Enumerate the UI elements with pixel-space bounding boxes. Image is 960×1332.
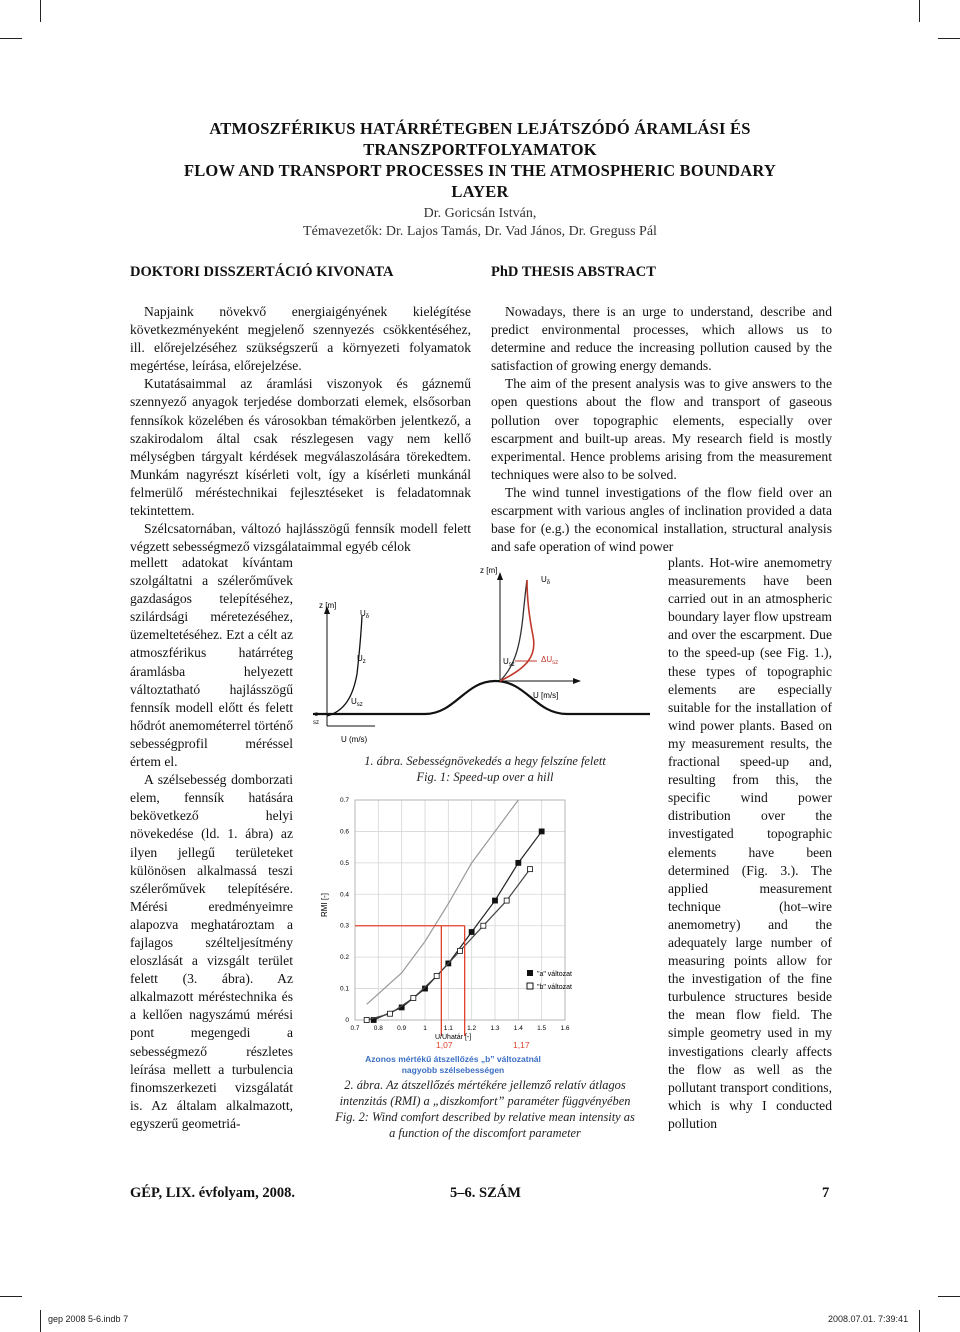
paragraph: plants. Hot-wire anemometry measurements have been carried out in an atmospheric boundary layer flow upstream and over the escarpment. Due to the speed-up (see Fig. 1.), these types of topographic elements are especially suitable for the installation of wind power plants. Based on my measurement results, the fractional speed-up and, resulting from this, the specific wind power distribution over the investigated topographic elements have been determined (Fig. 3.). The applied measurement technique (hot–wire anemometry) and the adequately large number of measuring points allow for the investigation of the fine turbulence structures beside the mean flow field. The simple geometry used in my investigations clearly affects the flow as well as the pollutant transport conditions, which is why I conducted pollution — [668, 555, 832, 1131]
legend-b: "b" változat — [537, 984, 572, 991]
figure-2-rmi-chart — [315, 790, 595, 1075]
delta-u-label: $\Delta U_{sz}$ — [541, 655, 559, 666]
left-u-axis-label: U (m/s) — [341, 735, 368, 744]
author-block — [130, 205, 830, 241]
footer-journal: GÉP, LIX. évfolyam, 2008. — [130, 1185, 296, 1201]
axis-arrow — [573, 678, 581, 684]
author-line: Dr. Goricsán István, — [423, 206, 537, 221]
x-tick-label: 0.9 — [397, 1025, 407, 1032]
crop-mark — [938, 38, 960, 39]
caption-line: intenzitás (RMI) a „diszkomfort” paraméter függvényében — [339, 1094, 631, 1108]
x-tick-label: 1.4 — [513, 1025, 523, 1032]
caption-line: a function of the discomfort parameter — [389, 1126, 581, 1140]
y-axis-label: RMI [-] — [320, 893, 329, 917]
print-slug-file: gep 2008 5-6.indb 7 — [48, 1314, 129, 1324]
data-point — [364, 1018, 369, 1023]
crop-mark — [938, 1296, 960, 1297]
x-tick-label: 1.6 — [560, 1025, 570, 1032]
data-point — [388, 1011, 393, 1016]
paragraph: Szélcsatornában, változó hajlásszögű fennsík modell felett végzett sebességmező vizsgálataimmal egyéb célok — [130, 521, 471, 555]
annotation-1-07: 1,07 — [436, 1040, 453, 1050]
title-line: FLOW AND TRANSPORT PROCESSES IN THE ATMOSPHERIC BOUNDARY — [183, 161, 777, 180]
paragraph: Napjaink növekvő energiaigényének kielégítése következményeként megjelenő szennyezés csökkentéséhez, ill. előrejelzéséhez szükségszerű a környezeti folyamatok megértése, leírása, előrejelzése. — [130, 304, 471, 374]
x-tick-label: 1.3 — [490, 1025, 500, 1032]
paragraph: Nowadays, there is an urge to understand, describe and predict environmental processes, which allows us to determine and reduce the increasing pollution caused by the satisfaction of growing energy demands. — [491, 304, 832, 374]
data-point — [434, 974, 439, 979]
title-line: TRANSZPORTFOLYAMATOK — [363, 140, 597, 159]
legend-a: "a" változat — [537, 971, 572, 978]
data-point — [504, 898, 509, 903]
annotation-note-line2: nagyobb szélsebességen — [401, 1065, 505, 1075]
footer-page-number: 7 — [822, 1185, 830, 1201]
title-line: ATMOSZFÉRIKUS HATÁRRÉTEGBEN LEJÁTSZÓDÓ ÁRAMLÁSI ÉS — [209, 119, 751, 138]
caption-line: Fig. 2: Wind comfort described by relative mean intensity as — [335, 1110, 635, 1124]
y-tick-label: 0.5 — [339, 859, 349, 867]
right-column-top — [491, 303, 832, 556]
crop-mark — [919, 1310, 920, 1332]
paragraph: A szélsebesség domborzati elem, fennsík hatására bekövetkező helyi növekedése (ld. 1. ábra) az ilyen jellegű területeket különösen alkalmassá teszi szélerőművek telepítésére. Mérési eredményeimre alapozva meghatároztam a fajlagos szélteljesítmény eloszlását a vizsgált terület felett (3. ábra). Az alkalmazott méréstechnika és a kellően nagyszámú mérési pont megengedi a sebességmező részletes leírása mellett a turbulencia finomszerkezeti vizsgálatát is. Az általam alkalmazott, egyszerű geometriá- — [130, 772, 293, 1131]
crop-mark — [40, 1310, 41, 1332]
right-z-label: z [m] — [480, 566, 498, 575]
left-column-top — [130, 303, 471, 556]
x-tick-label: 0.7 — [350, 1025, 360, 1032]
y-tick-label: 0.4 — [339, 891, 349, 899]
print-slug-date: 2008.07.01. 7:39:41 — [828, 1314, 909, 1324]
legend-marker-b — [527, 983, 533, 989]
data-point — [528, 867, 533, 872]
crop-mark — [919, 0, 920, 22]
crop-mark — [40, 0, 41, 22]
data-point — [481, 923, 486, 928]
right-u-axis-label: U [m/s] — [533, 691, 559, 700]
data-point — [458, 948, 463, 953]
figure-1-caption — [330, 753, 640, 785]
figure-1-speedup-diagram — [305, 556, 663, 748]
annotation-note-line1: Azonos mértékű átszellőzés „b” változatnál — [365, 1054, 541, 1064]
annotation-1-17: 1,17 — [513, 1040, 530, 1050]
chart-series — [355, 800, 547, 1036]
z-mark-label: z — [315, 712, 318, 718]
crop-mark — [0, 1296, 22, 1297]
caption-line: 2. ábra. Az átszellőzés mértékére jellemző relatív átlagos — [344, 1078, 626, 1092]
caption-en: Fig. 1: Speed-up over a hill — [416, 770, 554, 784]
sz-mark-label: sz — [313, 720, 319, 726]
u-delta-left-label: $U_\delta$ — [360, 609, 370, 620]
y-tick-label: 0 — [345, 1017, 349, 1024]
paragraph: mellett adatokat kívántam szolgáltatni a szélerőművek gazdaságos telepítéséhez, szilárdsági méretezéséhez, üzemeltetéséhez. Ezt a célt az atmoszférikus határréteg áramlásba helyezett változtatható hajlásszögű fennsík modell előtt és felett hődrót anemométerrel történő sebességprofil méréssel értem el. — [130, 555, 293, 770]
footer-issue: 5–6. SZÁM — [450, 1185, 521, 1201]
y-tick-label: 0.7 — [339, 797, 349, 804]
data-point — [411, 996, 416, 1001]
data-point — [539, 829, 544, 834]
left-column-narrow — [130, 554, 293, 1133]
x-tick-label: 0.8 — [373, 1025, 383, 1032]
paragraph: The wind tunnel investigations of the flow field over an escarpment with various angles of inclination provided a data base for (e.g.) the economical installation, structural analysis and safe operation of wind power — [491, 484, 832, 555]
left-section-heading: DOKTORI DISSZERTÁCIÓ KIVONATA — [130, 264, 394, 280]
u-z-label: $U_z$ — [357, 654, 366, 665]
left-z-label: z [m] — [319, 601, 337, 610]
data-point — [469, 930, 474, 935]
y-tick-label: 0.3 — [339, 922, 349, 930]
caption-hu: 1. ábra. Sebességnövekedés a hegy felszíne felett — [364, 754, 606, 768]
u-delta-right-label: $U_\delta$ — [541, 575, 551, 586]
x-tick-label: 1.2 — [467, 1025, 477, 1032]
u-sz-right-label: $U_{sz}$ — [503, 657, 515, 668]
legend-marker-a — [527, 970, 533, 976]
x-axis-label: U/Uhatár [-] — [435, 1034, 472, 1041]
paper-title — [130, 118, 830, 202]
supervisor-line: Témavezetők: Dr. Lajos Tamás, Dr. Vad János, Dr. Greguss Pál — [303, 224, 657, 239]
x-tick-label: 1.1 — [443, 1025, 453, 1032]
y-tick-label: 0.6 — [339, 828, 349, 836]
x-tick-label: 1.5 — [537, 1025, 547, 1032]
y-tick-label: 0.1 — [339, 985, 349, 993]
hill-profile — [313, 681, 650, 714]
u-sz-left-label: $U_{sz}$ — [351, 697, 363, 708]
data-point — [493, 898, 498, 903]
y-tick-label: 0.2 — [339, 954, 349, 962]
axis-arrow — [497, 572, 503, 580]
right-section-heading: PhD THESIS ABSTRACT — [491, 264, 656, 280]
x-tick-label: 1 — [423, 1025, 427, 1032]
crop-mark — [0, 38, 22, 39]
title-line: LAYER — [451, 182, 509, 201]
data-point — [516, 860, 521, 865]
paragraph: Kutatásaimmal az áramlási viszonyok és gáznemű szennyező anyagok terjedése domborzati elemek, elsősorban fennsíkok közelében és városokban témakörben jelentkező, a szakirodalom által csak részlegesen vagy nem kellő mélységben tárgyalt kérdések megválaszolására törekedtem. Munkám nagyrészt kísérleti volt, így a kísérleti munkánál felmerülő méréstechnikai fejlesztéseket is feladatomnak tekintettem. — [130, 376, 471, 519]
right-column-narrow — [668, 554, 832, 1133]
figure-2-caption — [305, 1077, 665, 1141]
paragraph: The aim of the present analysis was to give answers to the open questions about the flow and transport of gaseous pollution over topographic elements, especially over escarpment and built-up areas. My research field is mostly experimental. Hence problems arising from the measurement techniques were also to be solved. — [491, 376, 832, 482]
